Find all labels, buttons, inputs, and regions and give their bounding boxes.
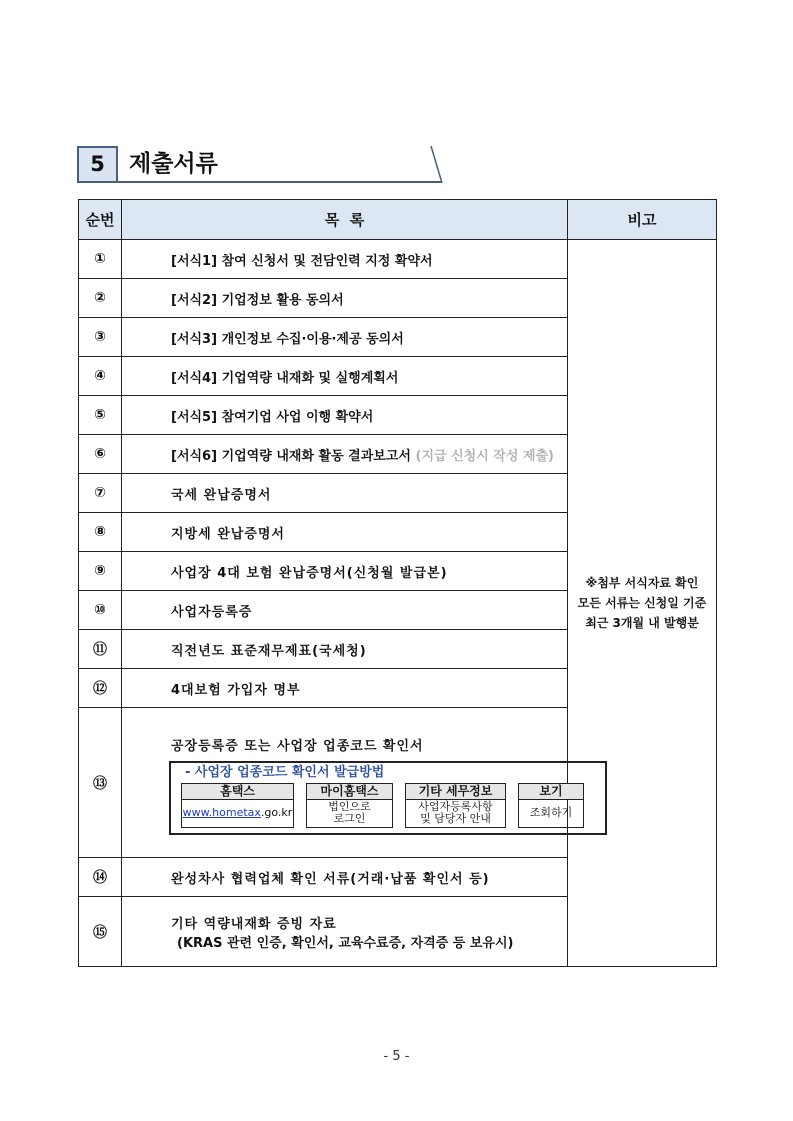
row-num: ⑮ bbox=[79, 897, 122, 967]
row-text-cell bbox=[122, 435, 568, 474]
row-num: ⑤ bbox=[79, 396, 122, 435]
section-number: 5 bbox=[77, 146, 118, 183]
row-text: [서식5] 참여기업 사업 이행 확약서 bbox=[122, 396, 568, 435]
section-header bbox=[77, 146, 447, 186]
guide-step-line: 조회하기 bbox=[529, 806, 573, 819]
issuance-guide-box bbox=[169, 761, 607, 835]
guide-step bbox=[405, 783, 506, 828]
header-note: 비고 bbox=[568, 200, 717, 240]
row-text: 공장등록증 또는 사업장 업종코드 확인서 bbox=[171, 738, 424, 754]
guide-step-body bbox=[405, 800, 506, 828]
row-text: [서식2] 기업정보 활용 동의서 bbox=[122, 279, 568, 318]
row-subnote: (지급 신청시 작성 제출) bbox=[415, 448, 554, 464]
note-cell bbox=[568, 240, 717, 967]
row-text-cell bbox=[122, 897, 568, 967]
row-text: [서식1] 참여 신청서 및 전담인력 지정 확약서 bbox=[122, 240, 568, 279]
row-text: [서식3] 개인정보 수집·이용·제공 동의서 bbox=[122, 318, 568, 357]
note-line: 모든 서류는 신청일 기준 bbox=[577, 596, 707, 610]
row-num: ⑪ bbox=[79, 630, 122, 669]
row-num: ⑬ bbox=[79, 708, 122, 858]
documents-table bbox=[78, 199, 717, 967]
row-text-cell bbox=[122, 708, 573, 858]
row-text: 기타 역량내재화 증빙 자료 bbox=[171, 916, 337, 932]
row-num: ⑦ bbox=[79, 474, 122, 513]
row-num: ② bbox=[79, 279, 122, 318]
guide-step bbox=[518, 783, 584, 828]
hometax-link-underlined[interactable]: www.hometax bbox=[182, 806, 261, 819]
guide-step bbox=[181, 783, 294, 828]
guide-step-body bbox=[181, 800, 294, 828]
guide-title: - 사업장 업종코드 확인서 발급방법 bbox=[185, 764, 385, 780]
row-num: ⑨ bbox=[79, 552, 122, 591]
row-text: 사업장 4대 보험 완납증명서(신청월 발급본) bbox=[122, 552, 568, 591]
row-num: ① bbox=[79, 240, 122, 279]
guide-steps bbox=[171, 783, 605, 828]
guide-step-body bbox=[518, 800, 584, 828]
guide-step-line: 법인으로 bbox=[328, 800, 371, 813]
row-text: 완성차사 협력업체 확인 서류(거래·납품 확인서 등) bbox=[122, 858, 568, 897]
guide-step-head: 기타 세무정보 bbox=[405, 783, 506, 800]
guide-step bbox=[306, 783, 393, 828]
row-text: 4대보험 가입자 명부 bbox=[122, 669, 568, 708]
table-row bbox=[79, 240, 717, 279]
row-num: ⑥ bbox=[79, 435, 122, 474]
guide-step-line: 및 담당자 안내 bbox=[420, 812, 491, 825]
row-text: [서식6] 기업역량 내재화 활동 결과보고서 bbox=[171, 448, 411, 464]
row-num: ③ bbox=[79, 318, 122, 357]
guide-step-line: 사업자등록사항 bbox=[418, 800, 493, 813]
row-text: 국세 완납증명서 bbox=[122, 474, 568, 513]
note-line: ※첨부 서식자료 확인 bbox=[585, 576, 699, 590]
page-number: - 5 - bbox=[383, 1049, 410, 1064]
header-item: 목 록 bbox=[122, 200, 568, 240]
header-num: 순번 bbox=[79, 200, 122, 240]
guide-step-line: 로그인 bbox=[333, 812, 366, 825]
row-text: 사업자등록증 bbox=[122, 591, 568, 630]
row-num: ⑧ bbox=[79, 513, 122, 552]
hometax-link-rest[interactable]: .go.kr bbox=[260, 806, 293, 819]
row-num: ⑩ bbox=[79, 591, 122, 630]
section-title: 제출서류 bbox=[129, 151, 218, 177]
row-text: [서식4] 기업역량 내재화 및 실행계획서 bbox=[122, 357, 568, 396]
row-text: 직전년도 표준재무제표(국세청) bbox=[122, 630, 568, 669]
row-num: ⑭ bbox=[79, 858, 122, 897]
note-line: 최근 3개월 내 발행분 bbox=[585, 616, 699, 630]
row-text: 지방세 완납증명서 bbox=[122, 513, 568, 552]
row-text-line2: (KRAS 관련 인증, 확인서, 교육수료증, 자격증 등 보유시) bbox=[177, 935, 514, 951]
guide-step-body bbox=[306, 800, 393, 828]
guide-step-head: 홈택스 bbox=[181, 783, 294, 800]
table-header-row bbox=[79, 200, 717, 240]
section-slant-line bbox=[77, 146, 447, 186]
hometax-link[interactable] bbox=[183, 807, 293, 819]
row-num: ④ bbox=[79, 357, 122, 396]
row-num: ⑫ bbox=[79, 669, 122, 708]
guide-step-head: 보기 bbox=[518, 783, 584, 800]
guide-step-head: 마이홈택스 bbox=[306, 783, 393, 800]
